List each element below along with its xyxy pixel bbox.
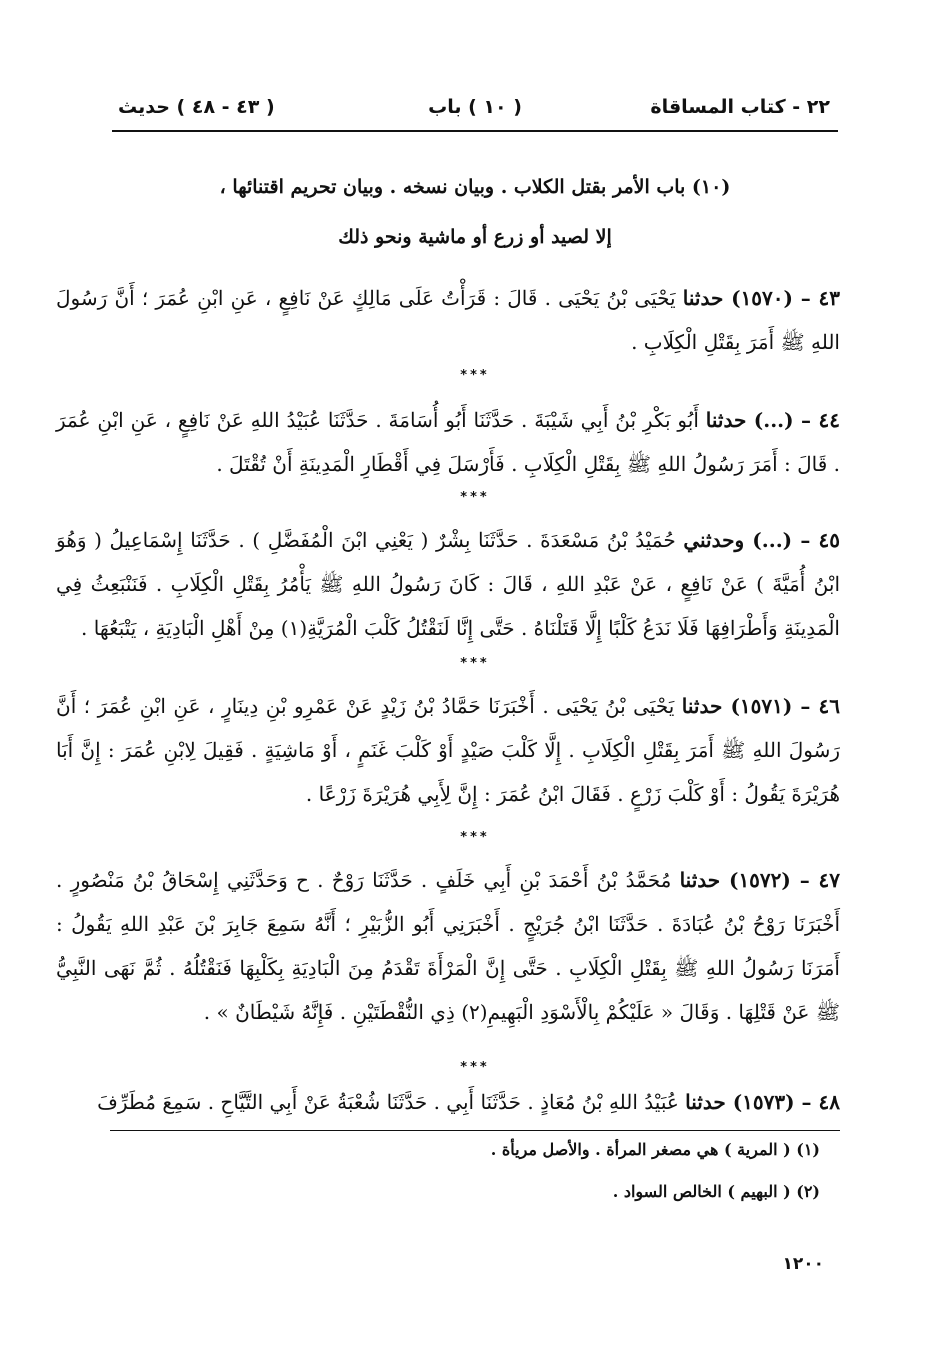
chapter-title-line-1: (١٠) باب الأمر بقتل الكلاب . وبيان نسخه . وبيان تحريم اقتنائها ، bbox=[219, 176, 731, 198]
header-chapter: ( ١٠ ) باب bbox=[428, 96, 522, 118]
hadith-text: مُحَمَّدُ بْنُ أَحْمَدَ بْنِ أَبِي خَلَفٍ . حَدَّثَنَا رَوْحٌ . ح وَحَدَّثَنِي إِسْحَاقُ بْنُ مَنْصُورٍ . أَخْبَرَنَا رَوْحُ بْنُ عُبَادَةَ . حَدَّثَنَا ابْنُ جُرَيْجٍ . أَخْبَرَنِي أَبُو الزُّبَيْرِ ؛ أَنَّهُ سَمِعَ جَابِرَ بْنَ عَبْدِ اللهِ يَقُولُ : أَمَرَنَا رَسُولُ اللهِ ﷺ بِقَتْلِ الْكِلَابِ . حَتَّى إِنَّ الْمَرْأَةَ تَقْدَمُ مِنَ الْبَادِيَةِ بِكَلْبِهَا فَنَقْتُلُهُ . ثُمَّ نَهَى النَّبِيُّ ﷺ عَنْ قَتْلِهَا . وَقَالَ « عَلَيْكُمْ بِالْأَسْوَدِ الْبَهِيمِ(٢) ذِي النُّقْطَتَيْنِ . فَإِنَّهُ شَيْطَانٌ » . bbox=[56, 868, 840, 1024]
hadith-number: ٤٥ – (...) وحدثني bbox=[683, 528, 840, 552]
separator-stars: *** bbox=[460, 490, 490, 505]
separator-stars: *** bbox=[460, 656, 490, 671]
hadith-text: عُبَيْدُ اللهِ بْنُ مُعَاذٍ . حَدَّثَنَا أَبِي . حَدَّثَنَا شُعْبَةُ عَنْ أَبِي التَّيَّاحِ . سَمِعَ مُطَرِّفَ bbox=[97, 1090, 679, 1114]
header-hadith-range: ( ٤٣ - ٤٨ ) حديث bbox=[118, 96, 275, 118]
header-book-title: ٢٢ - كتاب المساقاة bbox=[650, 96, 830, 118]
footnote-1: (١) ( المرية ) هي مصغر المرأة . والأصل مريأة . bbox=[490, 1140, 820, 1159]
hadith-47 bbox=[56, 858, 840, 1034]
page-number: ١٢٠٠ bbox=[782, 1254, 824, 1274]
hadith-number: ٤٦ – (١٥٧١) حدثنا bbox=[681, 694, 840, 718]
hadith-text: يَحْيَى بْنُ يَحْيَى . أَخْبَرَنَا حَمَّادُ بْنُ زَيْدٍ عَنْ عَمْرِو بْنِ دِينَارٍ ، عَنِ ابْنِ عُمَرَ ؛ أَنَّ رَسُولَ اللهِ ﷺ أَمَرَ بِقَتْلِ الْكِلَابِ . إِلَّا كَلْبَ صَيْدٍ أَوْ كَلْبَ غَنَمٍ ، أَوْ مَاشِيَةٍ . فَقِيلَ لِابْنِ عُمَرَ : إِنَّ أَبَا هُرَيْرَةَ يَقُولُ : أَوْ كَلْبَ زَرْعٍ . فَقَالَ ابْنُ عُمَرَ : إِنَّ لِأَبِي هُرَيْرَةَ زَرْعًا . bbox=[56, 694, 840, 806]
hadith-text: حُمَيْدُ بْنُ مَسْعَدَةَ . حَدَّثَنَا بِشْرٌ ( يَعْنِي ابْنَ الْمُفَضَّلِ ) . حَدَّثَنَا إِسْمَاعِيلُ ( وَهُوَ ابْنُ أُمَيَّةَ ) عَنْ نَافِعٍ ، عَنْ عَبْدِ اللهِ ، قَالَ : كَانَ رَسُولُ اللهِ ﷺ يَأْمُرُ بِقَتْلِ الْكِلَابِ . فَنَنْبَعِثُ فِي الْمَدِينَةِ وَأَطْرَافِهَا فَلَا نَدَعُ كَلْبًا إِلَّا قَتَلْنَاهُ . حَتَّى إِنَّا لَنَقْتُلُ كَلْبَ الْمُرَيَّةِ(١) مِنْ أَهْلِ الْبَادِيَةِ ، يَتْبَعُهَا . bbox=[56, 528, 840, 640]
hadith-number: ٤٧ – (١٥٧٢) حدثنا bbox=[679, 868, 841, 892]
hadith-text: أَبُو بَكْرِ بْنُ أَبِي شَيْبَةَ . حَدَّثَنَا أَبُو أُسَامَةَ . حَدَّثَنَا عُبَيْدُ اللهِ عَنْ نَافِعٍ ، عَنِ ابْنِ عُمَرَ . قَالَ : أَمَرَ رَسُولُ اللهِ ﷺ بِقَتْلِ الْكِلَابِ . فَأَرْسَلَ فِي أَقْطَارِ الْمَدِينَةِ أَنْ تُقْتَلَ . bbox=[56, 408, 840, 476]
hadith-number: ٤٣ – (١٥٧٠) حدثنا bbox=[682, 286, 841, 310]
hadith-number: ٤٤ – (...) حدثنا bbox=[705, 408, 841, 432]
hadith-45 bbox=[56, 518, 840, 650]
hadith-43 bbox=[56, 276, 840, 364]
hadith-text: يَحْيَى بْنُ يَحْيَى . قَالَ : قَرَأْتُ عَلَى مَالِكٍ عَنْ نَافِعٍ ، عَنِ ابْنِ عُمَرَ ؛ أَنَّ رَسُولَ اللهِ ﷺ أَمَرَ بِقَتْلِ الْكِلَابِ . bbox=[56, 286, 840, 354]
hadith-46 bbox=[56, 684, 840, 816]
separator-stars: *** bbox=[460, 368, 490, 383]
footnote-divider bbox=[110, 1130, 840, 1131]
hadith-44 bbox=[56, 398, 840, 486]
hadith-number: ٤٨ – (١٥٧٣) حدثنا bbox=[685, 1090, 840, 1114]
separator-stars: *** bbox=[460, 1060, 490, 1075]
page-header bbox=[112, 92, 838, 128]
footnote-2: (٢) ( البهيم ) الخالص السواد . bbox=[612, 1182, 820, 1201]
hadith-48 bbox=[56, 1080, 840, 1124]
chapter-title-line-2: إلا لصيد أو زرع أو ماشية ونحو ذلك bbox=[338, 226, 612, 248]
header-divider bbox=[112, 130, 838, 132]
separator-stars: *** bbox=[460, 830, 490, 845]
